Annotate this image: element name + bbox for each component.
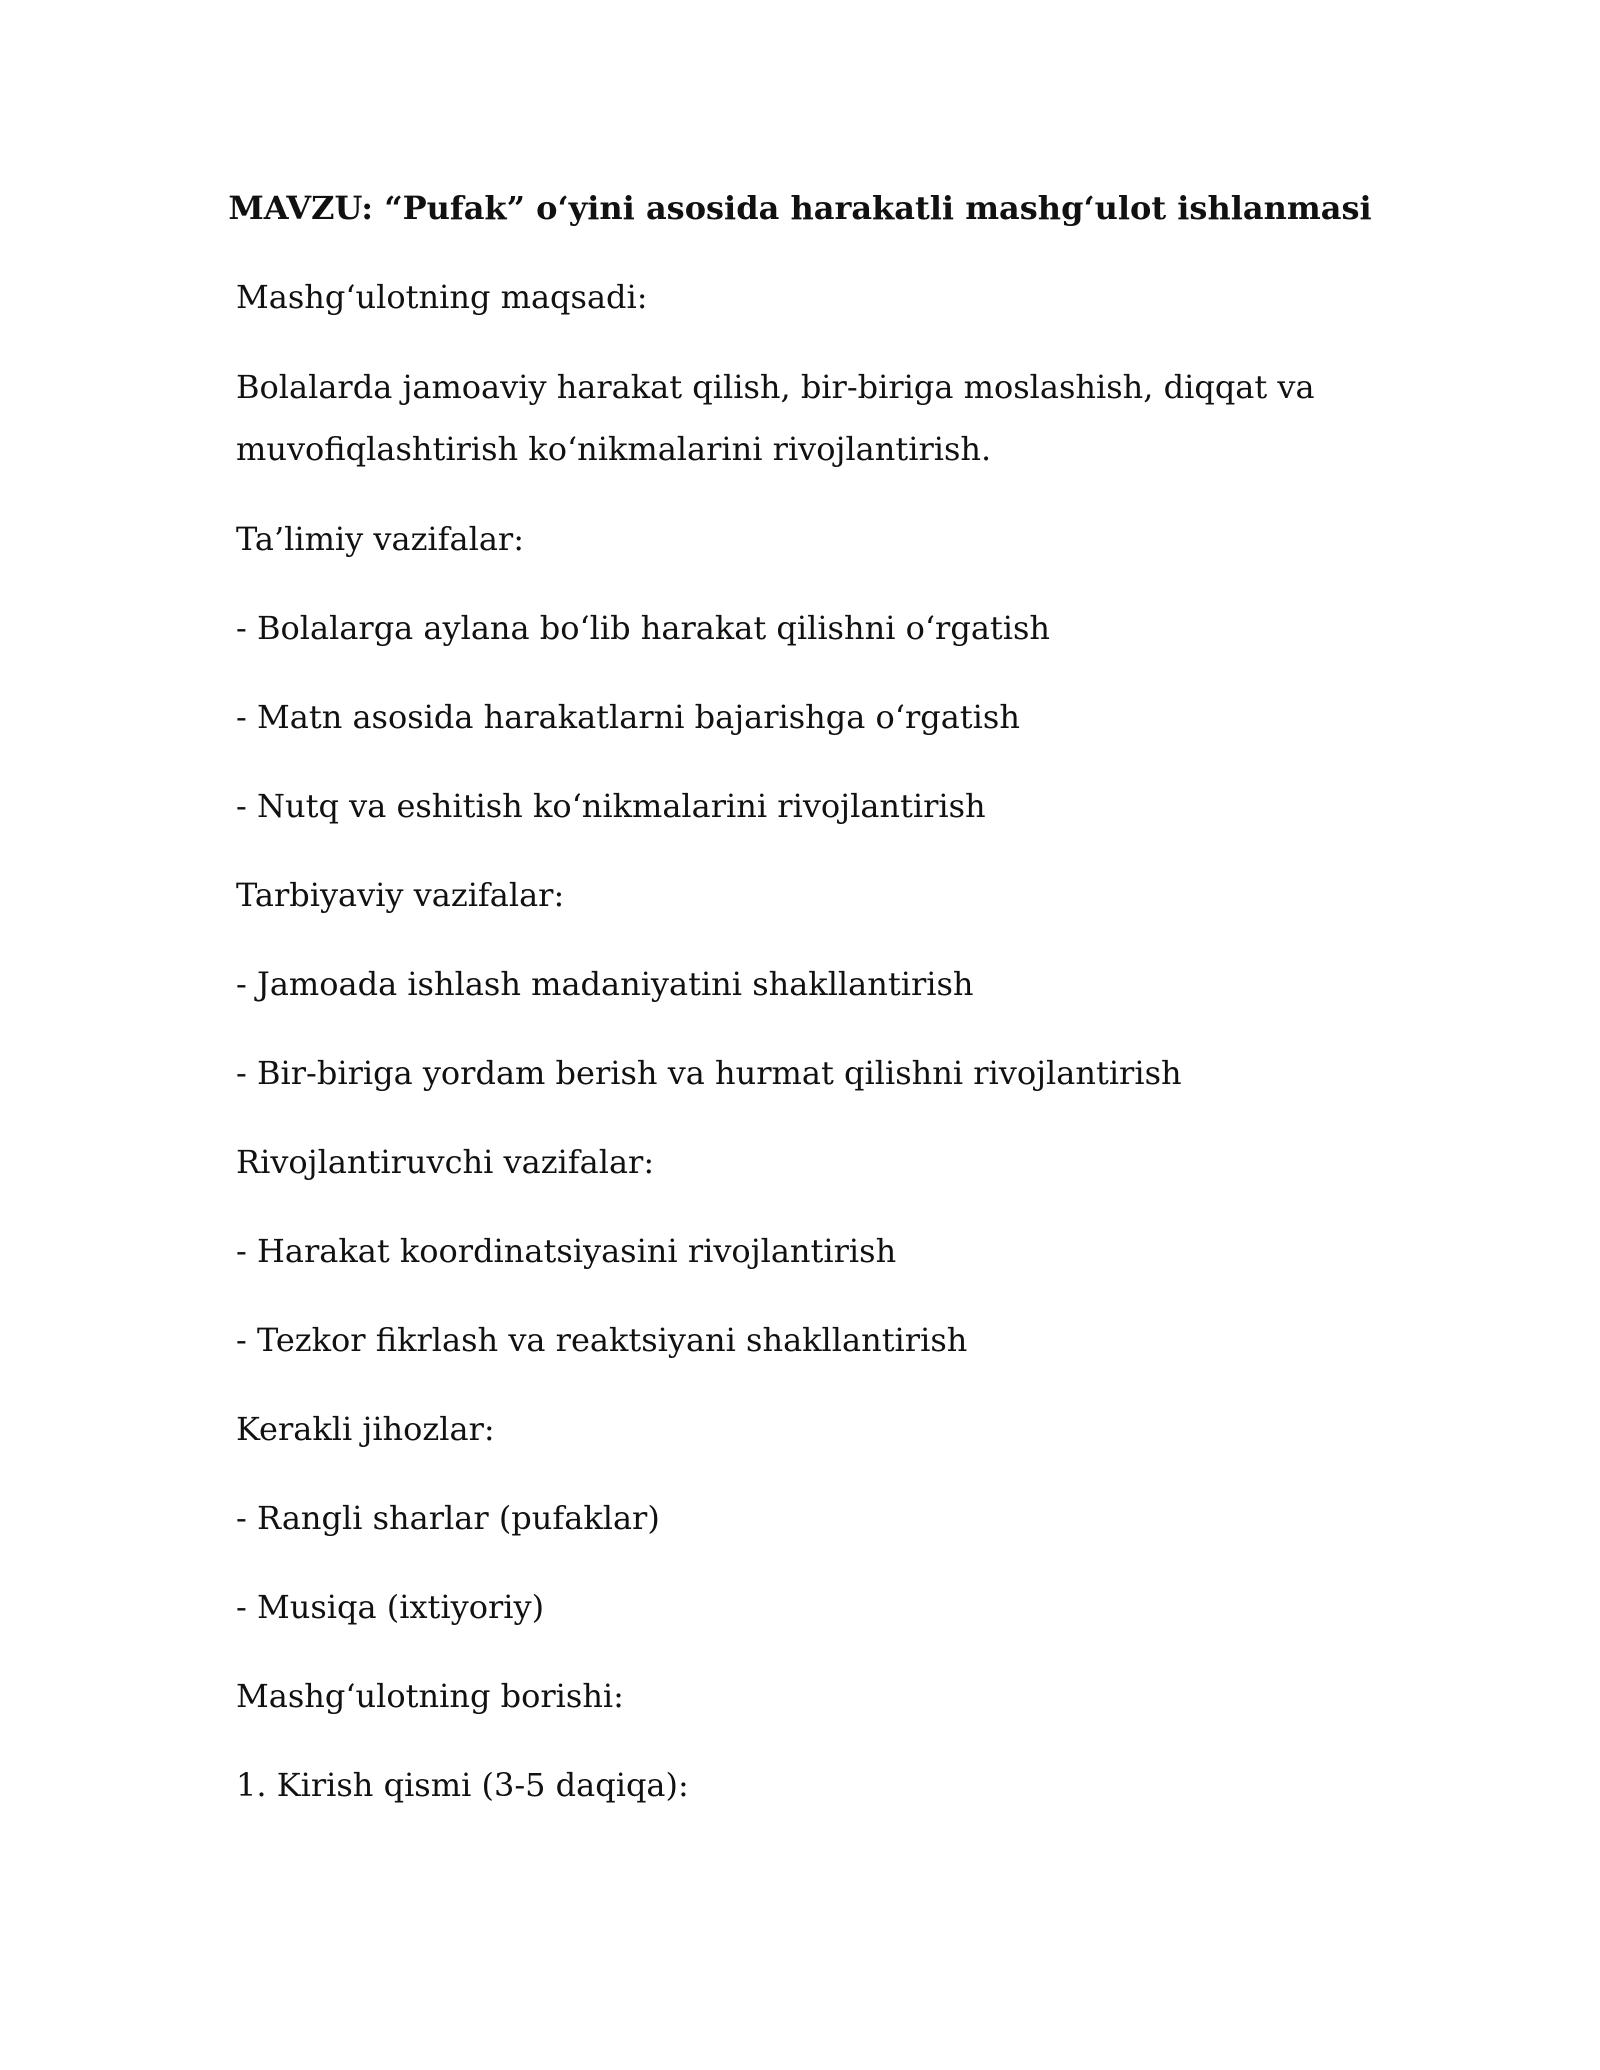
jihozlar-heading: Kerakli jihozlar: xyxy=(236,1410,495,1448)
maqsad-text-line: muvofiqlashtirish ko‘nikmalarini rivojlantirish. xyxy=(236,430,992,468)
jihozlar-list-item: - Musiqa (ixtiyoriy) xyxy=(236,1588,545,1626)
maqsad-heading: Mashg‘ulotning maqsadi: xyxy=(236,278,648,316)
talimiy-heading: Ta’limiy vazifalar: xyxy=(236,520,524,558)
document-title: MAVZU: “Pufak” o‘yini asosida harakatli mashg‘ulot ishlanmasi xyxy=(228,189,1372,227)
talimiy-list-item: - Matn asosida harakatlarni bajarishga o‘rgatish xyxy=(236,698,1020,736)
tarbiyaviy-list-item: - Bir-biriga yordam berish va hurmat qilishni rivojlantirish xyxy=(236,1054,1182,1092)
maqsad-text-line: Bolalarda jamoaviy harakat qilish, bir-biriga moslashish, diqqat va xyxy=(236,368,1315,406)
talimiy-list-item: - Nutq va eshitish ko‘nikmalarini rivojlantirish xyxy=(236,787,986,825)
talimiy-list-item: - Bolalarga aylana bo‘lib harakat qilishni o‘rgatish xyxy=(236,609,1051,647)
kirish-heading: 1. Kirish qismi (3-5 daqiqa): xyxy=(236,1766,689,1804)
rivojlantiruvchi-list-item: - Tezkor fikrlash va reaktsiyani shakllantirish xyxy=(236,1321,968,1359)
tarbiyaviy-heading: Tarbiyaviy vazifalar: xyxy=(236,876,565,914)
rivojlantiruvchi-heading: Rivojlantiruvchi vazifalar: xyxy=(236,1143,655,1181)
borishi-heading: Mashg‘ulotning borishi: xyxy=(236,1677,624,1715)
rivojlantiruvchi-list-item: - Harakat koordinatsiyasini rivojlantirish xyxy=(236,1232,897,1270)
tarbiyaviy-list-item: - Jamoada ishlash madaniyatini shakllantirish xyxy=(236,965,974,1003)
jihozlar-list-item: - Rangli sharlar (pufaklar) xyxy=(236,1499,660,1537)
